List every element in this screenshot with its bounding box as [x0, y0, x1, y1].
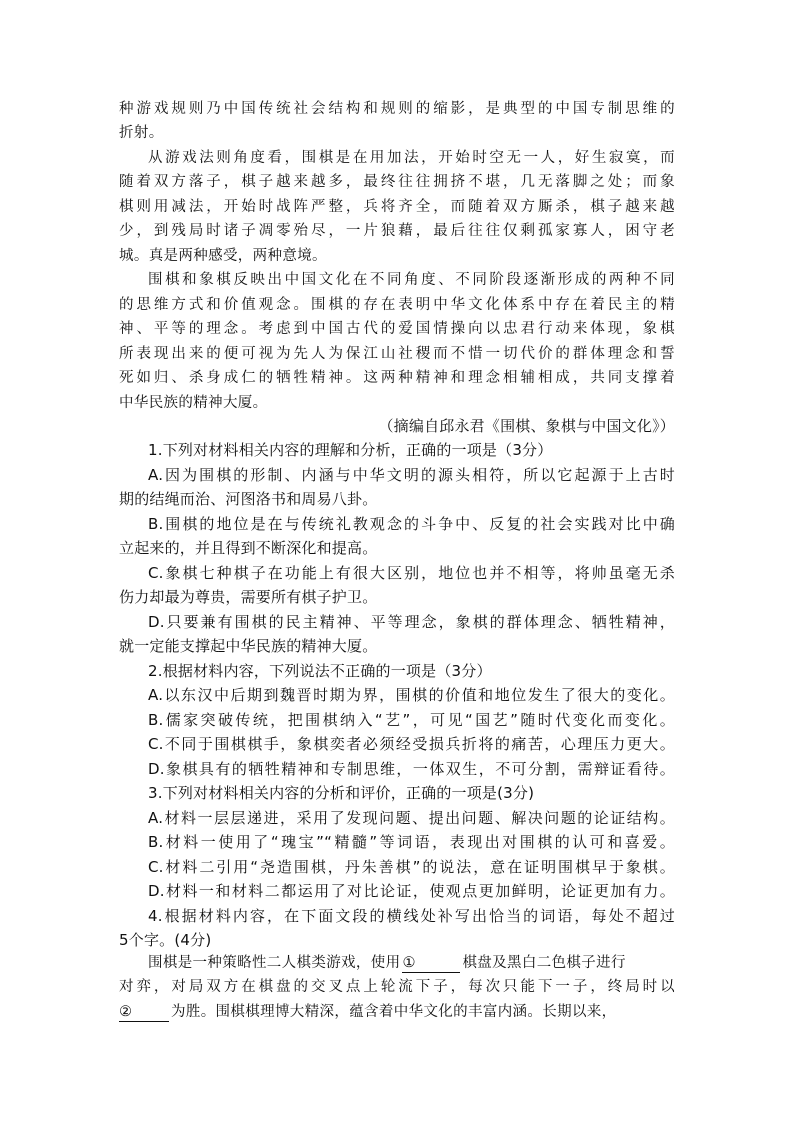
question-4-stem: 4.根据材料内容，在下面文段的横线处补写出恰当的词语，每处不超过 [148, 907, 675, 925]
question-1-option-c: C.象棋七种棋子在功能上有很大区别，地位也并不相等，将帅虽毫无杀 [148, 564, 675, 582]
question-1-stem: 1.下列对材料相关内容的理解和分析，正确的一项是（3分） [148, 441, 553, 459]
question-3-option-d: D.材料一和材料二都运用了对比论证，使观点更加鲜明，论证更加有力。 [148, 882, 675, 900]
question-3-option-b: B.材料一使用了“瑰宝”“精髓”等词语，表现出对围棋的认可和喜爱。 [148, 833, 675, 851]
question-1-option-d: D.只要兼有围棋的民主精神、平等理念，象棋的群体理念、牺牲精神， [148, 613, 675, 631]
blank-2[interactable]: ② [119, 1003, 169, 1022]
question-1-option-a-cont: 期的结绳而治、河图洛书和周易八卦。 [119, 490, 378, 508]
passage-line: 棋则用减法，开始时战阵严整，兵将齐全，而随着双方厮杀，棋子越来越 [119, 199, 675, 215]
question-2-option-b: B.儒家突破传统，把围棋纳入“艺”，可见“国艺”随时代变化而变化。 [148, 711, 675, 729]
question-3-option-c: C.材料二引用“尧造围棋，丹朱善棋”的说法，意在证明围棋早于象棋。 [148, 858, 675, 876]
question-3-option-a: A.材料一层层递进，采用了发现问题、提出问题、解决问题的论证结构。 [148, 809, 675, 827]
passage-line: 所表现出来的便可视为先人为保江山社稷而不惜一切代价的群体理念和誓 [119, 346, 675, 362]
question-2-option-c: C.不同于围棋棋手，象棋奕者必须经受损兵折将的痛苦，心理压力更大。 [148, 735, 675, 753]
passage-line: 围棋和象棋反映出中国文化在不同角度、不同阶段逐渐形成的两种不同 [148, 272, 675, 288]
question-1-option-b: B.围棋的地位是在与传统礼教观念的斗争中、反复的社会实践对比中确 [148, 515, 675, 533]
passage-line: 死如归、杀身成仁的牺牲精神。这两种精神和理念相辅相成，共同支撑着 [119, 370, 675, 386]
passage-line: 随着双方落子，棋子越来越多，最终往往拥挤不堪，几无落脚之处；而象 [119, 174, 675, 190]
question-2-stem: 2.根据材料内容，下列说法不正确的一项是（3分） [148, 662, 492, 680]
question-1-option-a: A.因为围棋的形制、内涵与中华文明的源头相符，所以它起源于上古时 [148, 466, 675, 484]
question-1-option-d-cont: 就一定能支撑起中华民族的精神大厦。 [119, 637, 378, 655]
source-citation: （摘编自邱永君《围棋、象棋与中国文化》） [378, 417, 675, 435]
passage-line: 城。真是两种感受，两种意境。 [119, 248, 327, 264]
passage-line: 中华民族的精神大厦。 [119, 395, 268, 411]
question-2-option-d: D.象棋具有的牺牲精神和专制思维，一体双生，不可分割，需辩证看待。 [148, 760, 675, 778]
fill-text: 围棋是一种策略性二人棋类游戏，使用 [148, 955, 401, 971]
fill-passage-line-2: 对弈，对局双方在棋盘的交叉点上轮流下子，每次只能下一子，终局时以 [119, 979, 675, 995]
question-3-stem: 3.下列对材料相关内容的分析和评价，正确的一项是(3分) [148, 784, 535, 802]
fill-passage-line-1 [119, 951, 675, 975]
passage-line: 从游戏法则角度看，围棋是在用加法，开始时空无一人，好生寂寞，而 [148, 150, 675, 166]
passage-line: 折射。 [119, 125, 164, 141]
fill-text: 棋盘及黑白二色棋子进行 [462, 955, 626, 971]
passage-line: 神、平等的理念。考虑到中国古代的爱国情操向以忠君行动来体现，象棋 [119, 321, 675, 337]
fill-text: 为胜。围棋棋理博大精深，蕴含着中华文化的丰富内涵。长期以来， [171, 1004, 617, 1020]
passage-line: 少，到残局时诸子凋零殆尽，一片狼藉，最后往往仅剩孤家寡人，困守老 [119, 223, 675, 239]
passage-line: 种游戏规则乃中国传统社会结构和规则的缩影，是典型的中国专制思维的 [119, 101, 675, 117]
passage-line: 的思维方式和价值观念。围棋的存在表明中华文化体系中存在着民主的精 [119, 297, 675, 313]
question-1-option-b-cont: 立起来的，并且得到不断深化和提高。 [119, 539, 378, 557]
question-4-stem-cont: 5个字。(4分) [119, 931, 212, 949]
question-2-option-a: A.以东汉中后期到魏晋时期为界，围棋的价值和地位发生了很大的变化。 [148, 686, 675, 704]
blank-1[interactable]: ① [402, 954, 460, 973]
fill-passage-line-3 [119, 1000, 675, 1024]
question-1-option-c-cont: 伤力却最为尊贵，需要所有棋子护卫。 [119, 588, 378, 606]
